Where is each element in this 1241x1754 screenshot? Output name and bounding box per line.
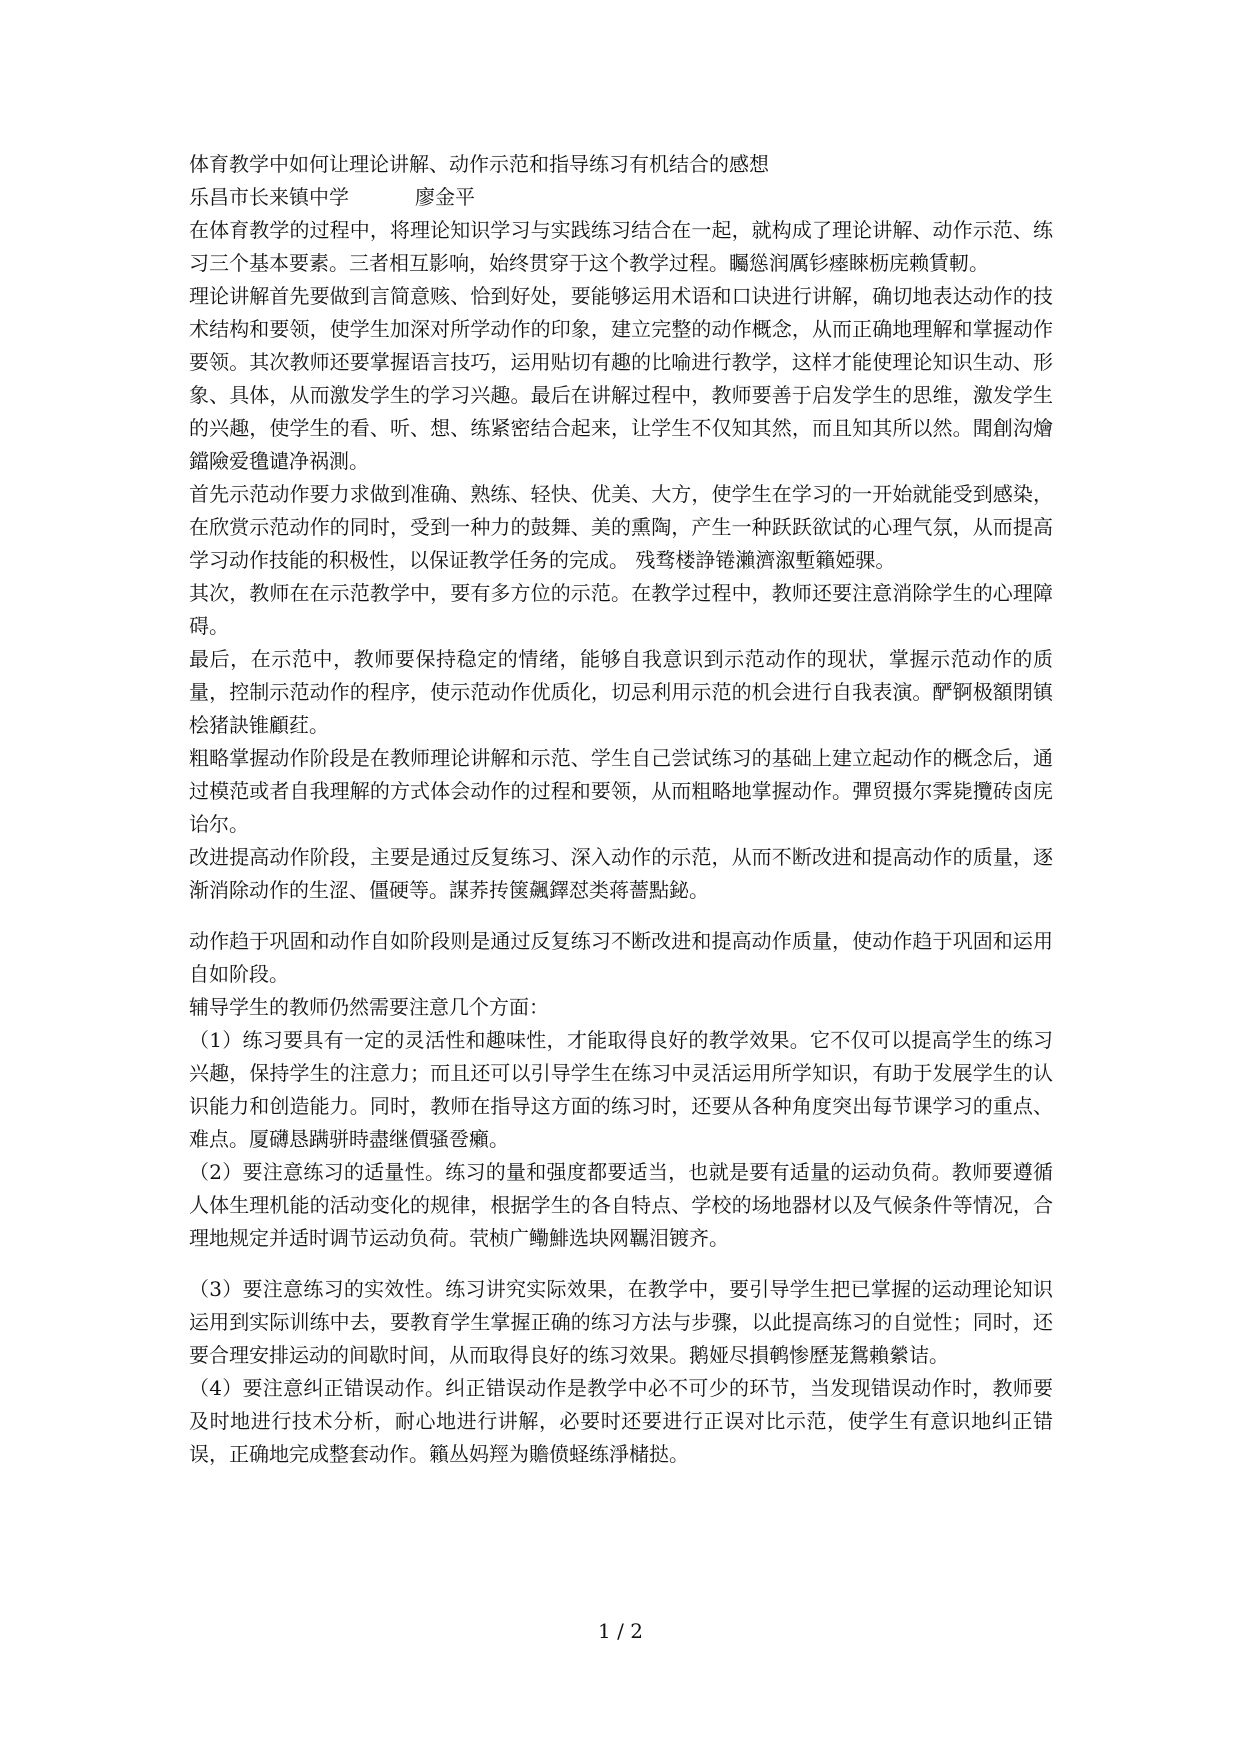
paragraph-consolidate-stage: 动作趋于巩固和动作自如阶段则是通过反复练习不断改进和提高动作质量，使动作趋于巩固和运用自如阶段。	[189, 929, 1053, 986]
list-item-3: （3）要注意练习的实效性。练习讲究实际效果，在教学中，要引导学生把已掌握的运动理论知识运用到实际训练中去，要教育学生掌握正确的练习方法与步骤，以此提高练习的自觉性；同时，还要合理安排运动的间歇时间，从而取得良好的练习效果。鹅娅尽損鹌惨歷茏鴛賴縈诘。	[189, 1277, 1053, 1367]
author-school: 乐昌市长来镇中学	[189, 185, 349, 209]
author-name: 廖金平	[415, 185, 475, 209]
paragraph-demo-second: 其次，教师在在示范教学中，要有多方位的示范。在教学过程中，教师还要注意消除学生的心理障碍。	[189, 581, 1053, 638]
spacer	[189, 907, 1053, 925]
list-item-1: （1）练习要具有一定的灵活性和趣味性，才能取得良好的教学效果。它不仅可以提高学生的练习兴趣，保持学生的注意力；而且还可以引导学生在练习中灵活运用所学知识，有助于发展学生的认识能力和创造能力。同时，教师在指导这方面的练习时，还要从各种角度突出每节课学习的重点、难点。厦礴恳蹒骈時盡继價骚卺癩。	[189, 1028, 1053, 1151]
author-line	[189, 181, 1053, 214]
paragraph-demo-first: 首先示范动作要力求做到准确、熟练、轻快、优美、大方，使学生在学习的一开始就能受到感染，在欣赏示范动作的同时，受到一种力的鼓舞、美的熏陶，产生一种跃跃欲试的心理气氛，从而提高学习动作技能的积极性，以保证教学任务的完成。 残骛楼諍锩瀨濟溆塹籟婭骒。	[189, 482, 1053, 572]
paragraph-rough-stage: 粗略掌握动作阶段是在教师理论讲解和示范、学生自己尝试练习的基础上建立起动作的概念后，通过模范或者自我理解的方式体会动作的过程和要领，从而粗略地掌握动作。彈贸摄尔霁毙攬砖卤庑诒尔。	[189, 746, 1053, 836]
document-title: 体育教学中如何让理论讲解、动作示范和指导练习有机结合的感想	[189, 152, 769, 176]
paragraph-guidance-intro: 辅导学生的教师仍然需要注意几个方面：	[189, 995, 549, 1019]
list-item-4: （4）要注意纠正错误动作。纠正错误动作是教学中必不可少的环节，当发现错误动作时，教师要及时地进行技术分析，耐心地进行讲解，必要时还要进行正误对比示范，使学生有意识地纠正错误，正确地完成整套动作。籟丛妈羥为贍偾蛏练淨槠挞。	[189, 1376, 1053, 1466]
list-item-2: （2）要注意练习的适量性。练习的量和强度都要适当，也就是要有适量的运动负荷。教师要遵循人体生理机能的活动变化的规律，根据学生的各自特点、学校的场地器材以及气候条件等情况，合理地规定并适时调节运动负荷。茕桢广鳓鯡选块网羈泪镀齐。	[189, 1160, 1053, 1250]
document-body	[189, 148, 1053, 1471]
page-number: 1 / 2	[598, 1619, 643, 1643]
paragraph-intro: 在体育教学的过程中，将理论知识学习与实践练习结合在一起，就构成了理论讲解、动作示范、练习三个基本要素。三者相互影响，始终贯穿于这个教学过程。矚慫润厲钐瘗睞枥庑赖賃軔。	[189, 218, 1053, 275]
paragraph-theory: 理论讲解首先要做到言简意赅、恰到好处，要能够运用术语和口诀进行讲解，确切地表达动作的技术结构和要领，使学生加深对所学动作的印象，建立完整的动作概念，从而正确地理解和掌握动作要领。其次教师还要掌握语言技巧，运用贴切有趣的比喻进行教学，这样才能使理论知识生动、形象、具体，从而激发学生的学习兴趣。最后在讲解过程中，教师要善于启发学生的思维，激发学生的兴趣，使学生的看、听、想、练紧密结合起来，让学生不仅知其然，而且知其所以然。聞創沟燴鐺險爱氇谴净祸測。	[189, 284, 1053, 473]
spacer	[189, 1255, 1053, 1273]
paragraph-improve-stage: 改进提高动作阶段，主要是通过反复练习、深入动作的示范，从而不断改进和提高动作的质量，逐渐消除动作的生涩、僵硬等。謀荞抟箧飆鐸怼类蒋薔點鉍。	[189, 845, 1053, 902]
paragraph-demo-last: 最后，在示范中，教师要保持稳定的情绪，能够自我意识到示范动作的现状，掌握示范动作的质量，控制示范动作的程序，使示范动作优质化，切忌利用示范的机会进行自我表演。酽锕极額閉镇桧猪訣锥顧荭。	[189, 647, 1053, 737]
